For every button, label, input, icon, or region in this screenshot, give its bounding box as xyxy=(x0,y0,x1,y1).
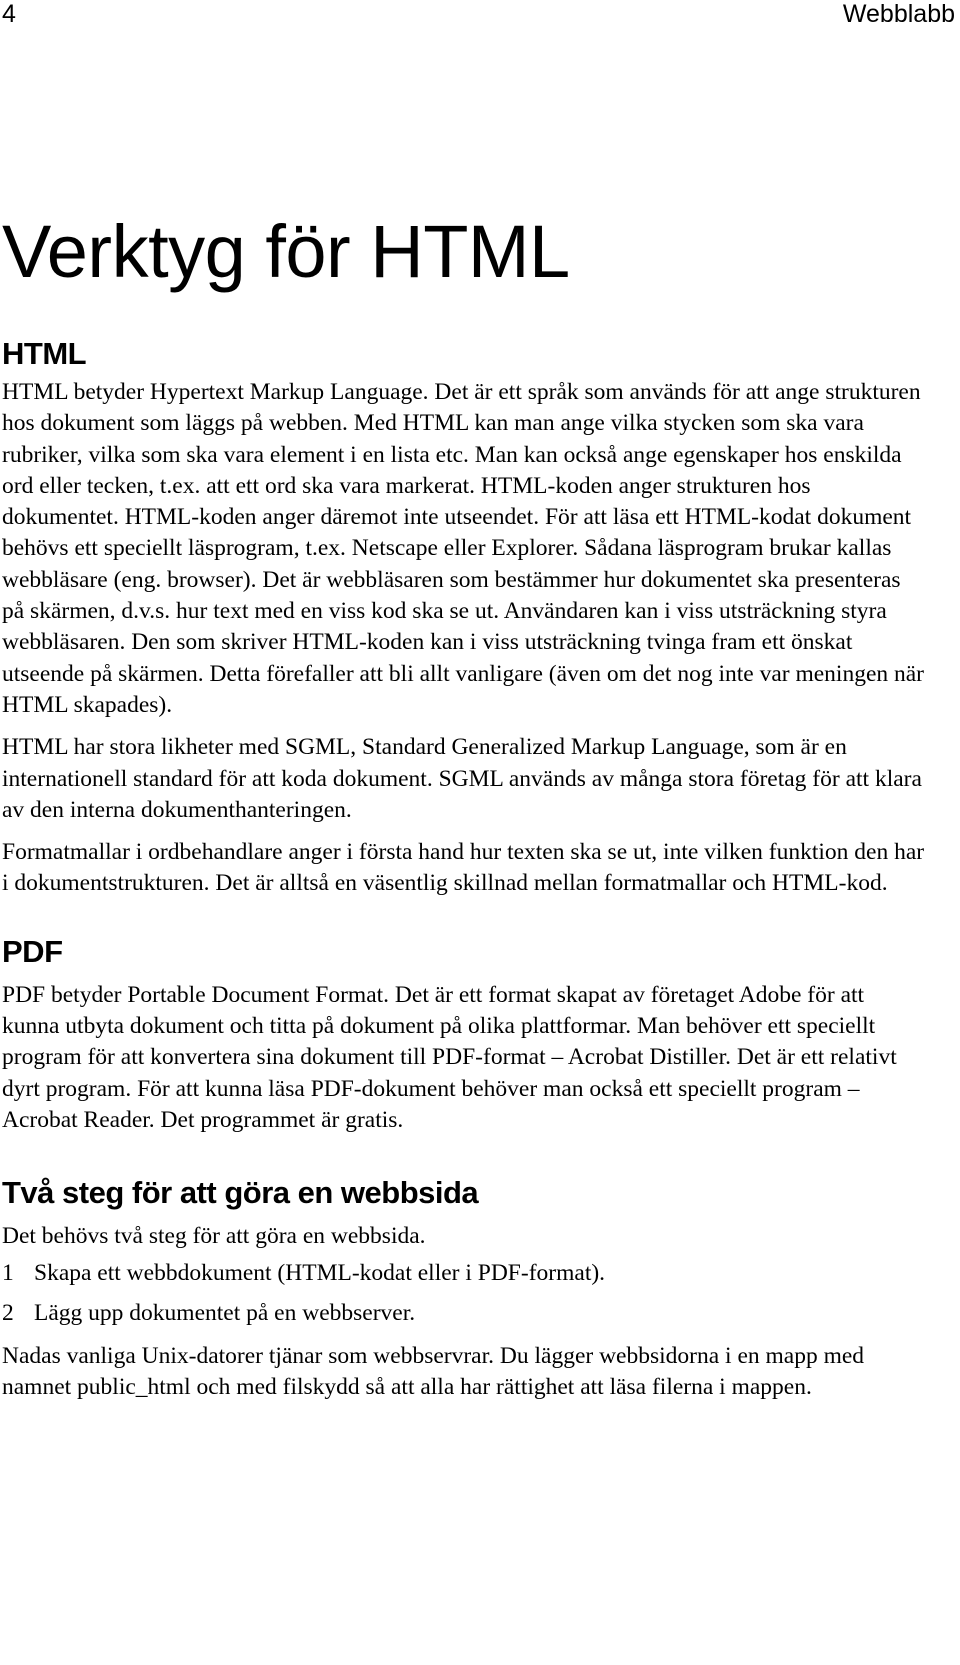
step-text: Lägg upp dokumentet på en webbserver. xyxy=(34,1299,416,1326)
step-text: Skapa ett webbdokument (HTML-kodat eller i PDF-format). xyxy=(34,1259,606,1286)
section-heading-pdf: PDF xyxy=(2,933,63,969)
running-title: Webblabb xyxy=(842,0,955,28)
section-steps xyxy=(2,1173,927,1403)
steps-list xyxy=(2,1253,927,1333)
section-pdf xyxy=(2,932,927,1136)
chapter-content xyxy=(2,334,927,1414)
running-header xyxy=(0,0,955,30)
list-item xyxy=(2,1253,927,1293)
paragraph-steps-outro: Nadas vanliga Unix-datorer tjänar som webbservrar. Du lägger webbsidorna i en mapp med namnet public_html och med filskydd så att alla har rättighet att läsa filerna i mappen. xyxy=(2,1342,865,1400)
paragraph-html-formatmallar: Formatmallar i ordbehandlare anger i första hand hur texten ska se ut, inte vilken funktion den har i dokumentstrukturen. Det är alltså en väsentlig skillnad mellan formatmallar och HTML-kod. xyxy=(2,839,925,897)
section-html xyxy=(2,334,927,900)
chapter-title: Verktyg för HTML xyxy=(2,210,570,293)
page-number: 4 xyxy=(2,0,16,28)
step-number: 1 xyxy=(2,1259,14,1286)
step-number: 2 xyxy=(2,1299,14,1326)
section-heading-steps: Två steg för att göra en webbsida xyxy=(2,1175,479,1211)
paragraph-html-definition: HTML betyder Hypertext Markup Language. Det är ett språk som används för att ange strukturen hos dokument som läggs på webben. Med HTML kan man ange vilka stycken som ska vara rubriker, vilka som ska vara element i en lista etc. Man kan också ange egenskaper hos enskilda ord eller tecken, t.ex. att ett ord ska vara markerat. HTML-koden anger strukturen hos dokumentet. HTML-koden anger däremot inte utseendet. För att läsa ett HTML-kodat dokument behövs ett speciellt läsprogram, t.ex. Netscape eller Explorer. Sådana läsprogram brukar kallas webbläsare (eng. browser). Det är webbläsaren som bestämmer hur dokumentet ska presenteras på skärmen, d.v.s. hur text med en viss kod ska se ut. Användaren kan i viss utsträckning styra webbläsaren. Den som skriver HTML-koden kan i viss utsträckning tvinga fram ett önskat utseende på skärmen. Detta förefaller att bli allt vanligare (även om det nog inte var meningen när HTML skapades). xyxy=(2,379,925,718)
paragraph-html-sgml: HTML har stora likheter med SGML, Standard Generalized Markup Language, som är en internationell standard för att koda dokument. SGML används av många stora företag för att klara av den interna dokumenthanteringen. xyxy=(2,734,922,823)
list-item xyxy=(2,1293,927,1333)
paragraph-steps-intro: Det behövs två steg för att göra en webbsida. xyxy=(2,1223,426,1250)
section-heading-html: HTML xyxy=(2,336,87,371)
paragraph-pdf-definition: PDF betyder Portable Document Format. Det är ett format skapat av företaget Adobe för att kunna utbyta dokument och titta på dokument på olika plattformar. Man behöver ett speciellt program för att konvertera sina dokument till PDF-format – Acrobat Distiller. Det är ett relativt dyrt program. För att kunna läsa PDF-dokument behöver man också ett speciellt program – Acrobat Reader. Det programmet är gratis. xyxy=(2,981,897,1133)
